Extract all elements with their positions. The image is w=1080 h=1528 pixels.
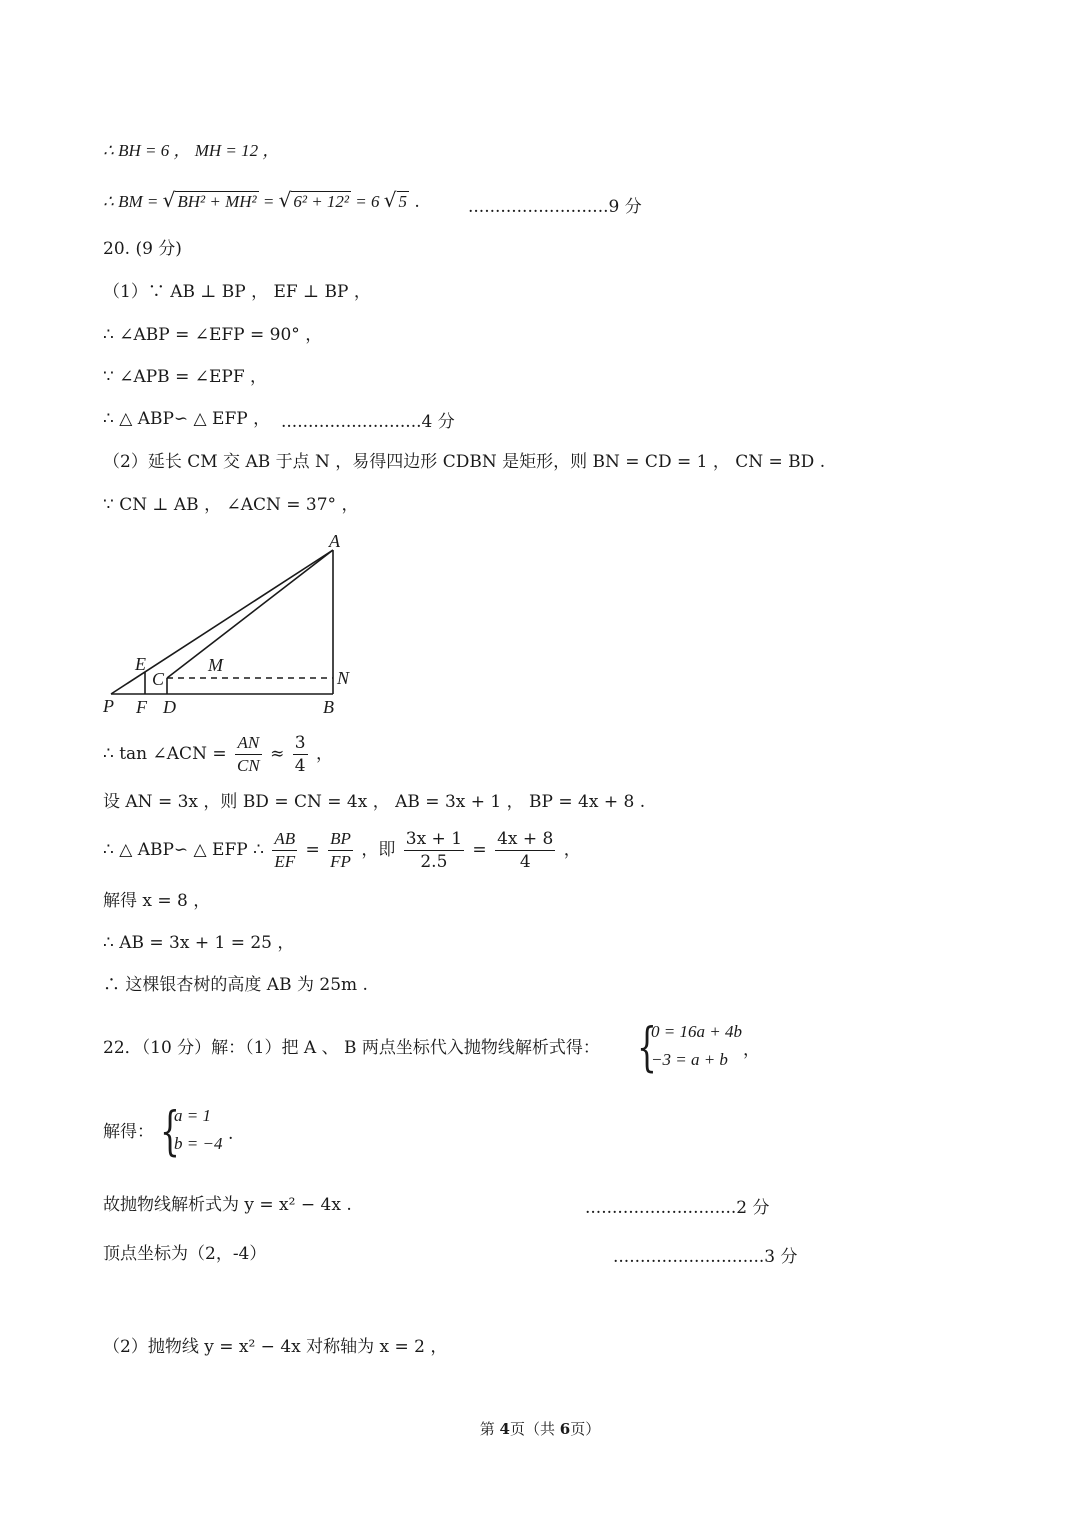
label-c: C (152, 669, 165, 689)
score-4: ..........................4 分 (281, 412, 455, 432)
label-m: M (208, 655, 223, 675)
proof-line-2: ∴ ∠ABP = ∠EFP = 90° ， (103, 325, 323, 345)
line-bh-mh: ∴ BH = 6 ， MH = 12 ， (103, 141, 280, 160)
sqrt-term-3: 5 (398, 192, 407, 211)
score-2: ............................2 分 (585, 1198, 770, 1218)
vertex-line: 顶点坐标为（2，-4） (103, 1244, 267, 1264)
proof-line-1: （1）∵ AB ⊥ BP ， EF ⊥ BP ， (103, 282, 371, 302)
fraction-an-cn: $\frac{AN}{CN}$ (237, 733, 260, 775)
proof-line-4: ∴ △ ABP∽ △ EFP ， (103, 409, 271, 429)
sqrt-term-1: BH² + MH² (177, 192, 257, 211)
q22-comma: ， (743, 1040, 760, 1060)
score-9: ..........................9 分 (468, 197, 642, 217)
label-d: D (163, 697, 176, 717)
sqrt-term-2: 6² + 12² (293, 192, 350, 211)
page-total: 6 (559, 1420, 571, 1438)
fraction-3-4: $\frac{3}{4}$ (294, 733, 306, 776)
tan-line: ∴ tan ∠ACN = $\frac{AN}{CN}$ ≈ $\frac{3}{4}$ ， (103, 733, 333, 776)
line-bm-calc: ∴ BM = √ BH² + MH² = √ 6² + 12² = 6 √ 5 . (103, 188, 420, 212)
label-e: E (135, 654, 146, 674)
ab-value-line: ∴ AB = 3x + 1 = 25 ， (103, 933, 295, 953)
axis-of-symmetry-line: （2）抛物线 y = x² − 4x 对称轴为 x = 2 ， (103, 1337, 448, 1357)
fraction-4x8-4: $\frac{4x + 8}{4}$ (497, 829, 554, 872)
parabola-expression-line: 故抛物线解析式为 y = x² − 4x . (103, 1195, 352, 1215)
label-f: F (136, 697, 147, 717)
fraction-3x1-2.5: $\frac{3x + 1}{2.5}$ (405, 829, 463, 872)
score-3: ............................3 分 (613, 1247, 798, 1267)
let-an-line: 设 AN = 3x ，则 BD = CN = 4x ， AB = 3x + 1 ， BP = 4x + 8 . (103, 792, 646, 812)
proof-line-3: ∵ ∠APB = ∠EPF ， (103, 367, 268, 387)
solution-period: . (228, 1124, 234, 1144)
page-number: 4 (499, 1420, 510, 1438)
label-p: P (103, 696, 114, 716)
question-22-heading: 22．（10 分）解：（1）把 A 、 B 两点坐标代入抛物线解析式得： (103, 1038, 600, 1058)
fraction-bp-fp: $\frac{BP}{FP}$ (330, 829, 351, 871)
question-20-heading: 20. (9 分) (103, 239, 182, 259)
solve-label: 解得： (103, 1122, 154, 1142)
fraction-ab-ef: $\frac{AB}{EF}$ (274, 829, 296, 871)
label-n: N (337, 668, 350, 688)
solve-x-line: 解得 x = 8 ， (103, 891, 211, 911)
geometry-figure (97, 528, 367, 723)
label-a: A (329, 531, 340, 551)
page-footer: 第 4页（共 6页） (479, 1420, 601, 1438)
label-b: B (323, 697, 334, 717)
similarity-ratio-line: ∴ △ ABP∽ △ EFP ∴ $\frac{AB}{EF}$ = $\frac{BP}{FP}$ ，即 $\frac{3x + 1}{2.5}$ = $\frac{4x + 8}{4}$ ， (103, 829, 581, 872)
segment-ca (167, 550, 333, 678)
proof-line-5: （2）延长 CM 交 AB 于点 N ，易得四边形 CDBN 是矩形，则 BN = CD = 1 ， CN = BD . (103, 452, 826, 472)
conclusion-line: ∴ 这棵银杏树的高度 AB 为 25m . (103, 975, 368, 995)
proof-line-6: ∵ CN ⊥ AB ， ∠ACN = 37° ， (103, 495, 359, 515)
